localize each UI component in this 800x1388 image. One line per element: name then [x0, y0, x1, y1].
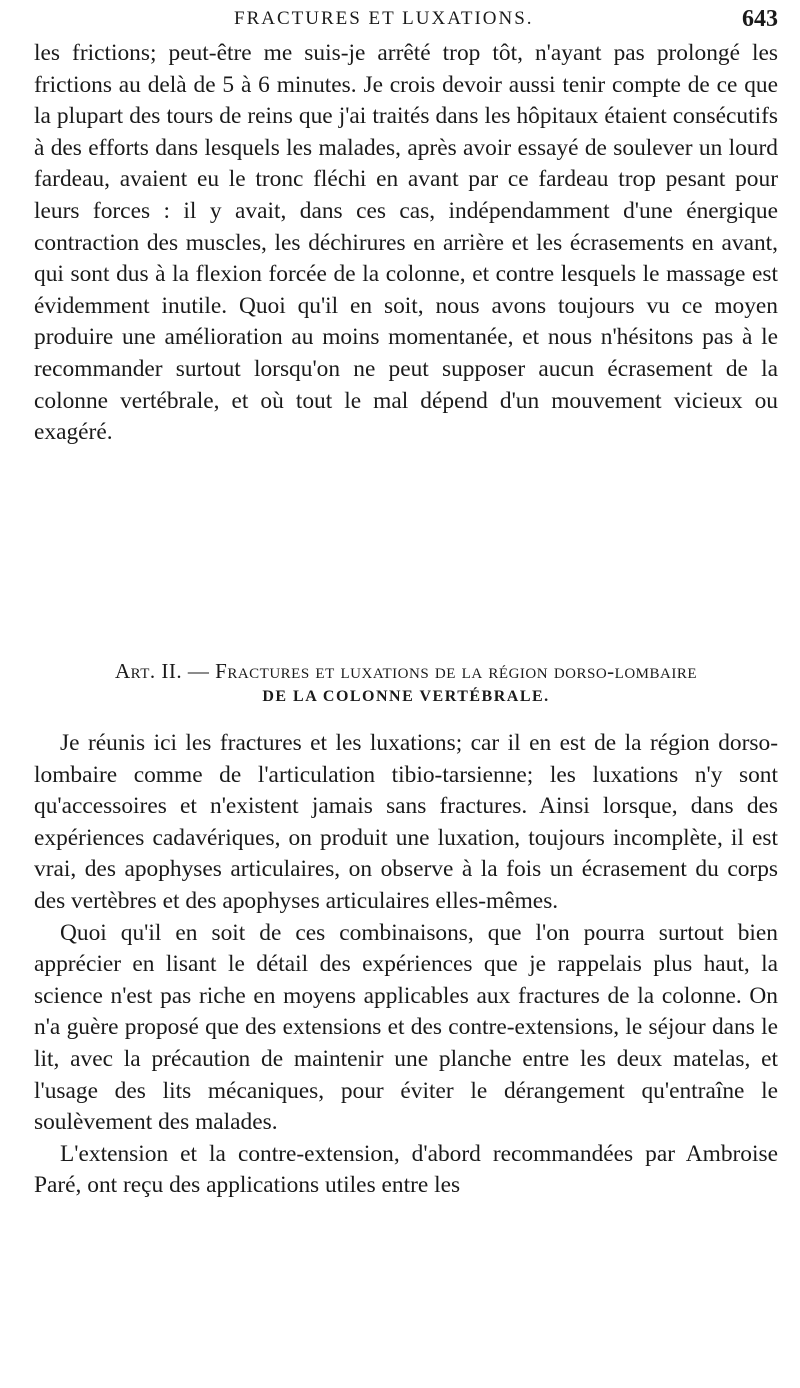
book-page	[34, 0, 778, 1388]
paragraph: Je réunis ici les fractures et les luxations; car il en est de la région dorso-lombaire comme de l'articulation tibio-tarsienne; les luxations n'y sont qu'accessoires et n'existent jamais sans fractures. Ainsi lorsque, dans des expériences cadavériques, on produit une luxation, toujours incomplète, il est vrai, des apophyses articulaires, on observe à la fois un écrasement du corps des vertèbres et des apophyses articulaires elles-mêmes.	[34, 730, 778, 914]
body-text-bottom	[34, 728, 778, 1202]
page-number: 643	[742, 6, 778, 32]
section-heading	[34, 658, 778, 710]
section-heading-title: Art. II. — Fractures et luxations de la région dorso-lombaire	[114, 659, 697, 683]
section-heading-subtitle: DE LA COLONNE VERTÉBRALE.	[262, 688, 550, 705]
paragraph: L'extension et la contre-extension, d'abord recommandées par Ambroise Paré, ont reçu des applications utiles entre les	[34, 1140, 778, 1199]
body-text-top	[34, 38, 778, 449]
running-title: FRACTURES ET LUXATIONS.	[234, 8, 534, 29]
paragraph: Quoi qu'il en soit de ces combinaisons, que l'on pourra surtout bien apprécier en lisant le détail des expériences que je rappelais plus haut, la science n'est pas riche en moyens applicables aux fractures de la colonne. On n'a guère proposé que des extensions et des contre-extensions, le séjour dans le lit, avec la précaution de maintenir une planche entre les deux matelas, et l'usage des lits mécaniques, pour éviter le dérangement qu'entraîne le soulèvement des malades.	[34, 919, 778, 1136]
running-head	[34, 6, 778, 36]
paragraph: les frictions; peut-être me suis-je arrêté trop tôt, n'ayant pas prolongé les frictions au delà de 5 à 6 minutes. Je crois devoir aussi tenir compte de ce que la plupart des tours de reins que j'ai traités dans les hôpitaux étaient consécutifs à des efforts dans lesquels les malades, après avoir essayé de soulever un lourd fardeau, avaient eu le tronc fléchi en avant par ce fardeau trop pesant pour leurs forces : il y avait, dans ces cas, indépendamment d'une énergique contraction des muscles, les déchirures en arrière et les écrasements en avant, qui sont dus à la flexion forcée de la colonne, et contre lesquels le massage est évidemment inutile. Quoi qu'il en soit, nous avons toujours vu ce moyen produire une amélioration au moins momentanée, et nous n'hésitons pas à le recommander surtout lorsqu'on ne peut supposer aucun écrasement de la colonne vertébrale, et où tout le mal dépend d'un mouvement vicieux ou exagéré.	[34, 40, 778, 446]
